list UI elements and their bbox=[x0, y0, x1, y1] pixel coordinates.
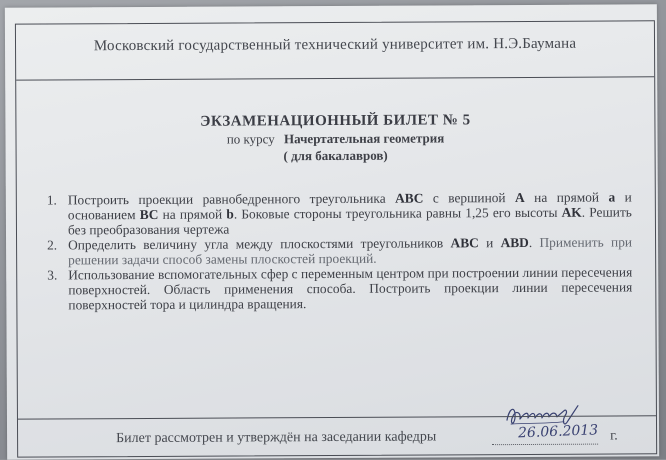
question-list bbox=[44, 189, 633, 312]
ticket-title: ЭКЗАМЕНАЦИОННЫЙ БИЛЕТ № 5 bbox=[200, 112, 471, 130]
university-name: Московский государственный технический университет им. Н.Э.Баумана bbox=[93, 35, 577, 55]
exam-ticket-sheet bbox=[5, 4, 659, 459]
question-text: Использование вспомогательных сфер с переменным центром при построении линии пересечения поверхностей. Область применения способа. Построить проекции линии пересечения поверхностей тора и цилиндра вращения. bbox=[68, 264, 633, 313]
date-underline bbox=[492, 444, 598, 446]
question-number: 1. bbox=[46, 192, 57, 208]
ticket-title-block bbox=[16, 111, 654, 165]
question-text: Определить величину угла между плоскостями треугольников ABC и ABD. Применить при решении задачи способ замены плоскостей проекций. bbox=[68, 234, 633, 268]
course-name: Начертательная геометрия bbox=[283, 130, 445, 147]
course-line bbox=[16, 129, 654, 148]
question-number: 2. bbox=[47, 237, 58, 253]
question-item bbox=[44, 234, 632, 267]
question-note: Применить при решении задачи способ замены плоскостей проекций. bbox=[68, 234, 633, 268]
degree-level: ( для бакалавров) bbox=[283, 147, 388, 164]
course-prefix: по курсу bbox=[226, 131, 275, 147]
approval-text: Билет рассмотрен и утверждён на заседании кафедры bbox=[116, 429, 437, 447]
approval-footer bbox=[18, 415, 656, 456]
handwritten-date: 26.06.2013 bbox=[517, 422, 599, 442]
question-item bbox=[44, 264, 632, 312]
university-header bbox=[16, 21, 654, 80]
question-item bbox=[44, 189, 632, 237]
ticket-frame bbox=[15, 20, 657, 457]
year-suffix: г. bbox=[610, 428, 618, 444]
question-text: Построить проекции равнобедренного треугольника ABC с вершиной A на прямой a и основанием BC на прямой b. Боковые стороны треугольника равны 1,25 его высоты AK. Решить без преобразования чертежа bbox=[67, 189, 632, 238]
question-number: 3. bbox=[47, 267, 58, 283]
